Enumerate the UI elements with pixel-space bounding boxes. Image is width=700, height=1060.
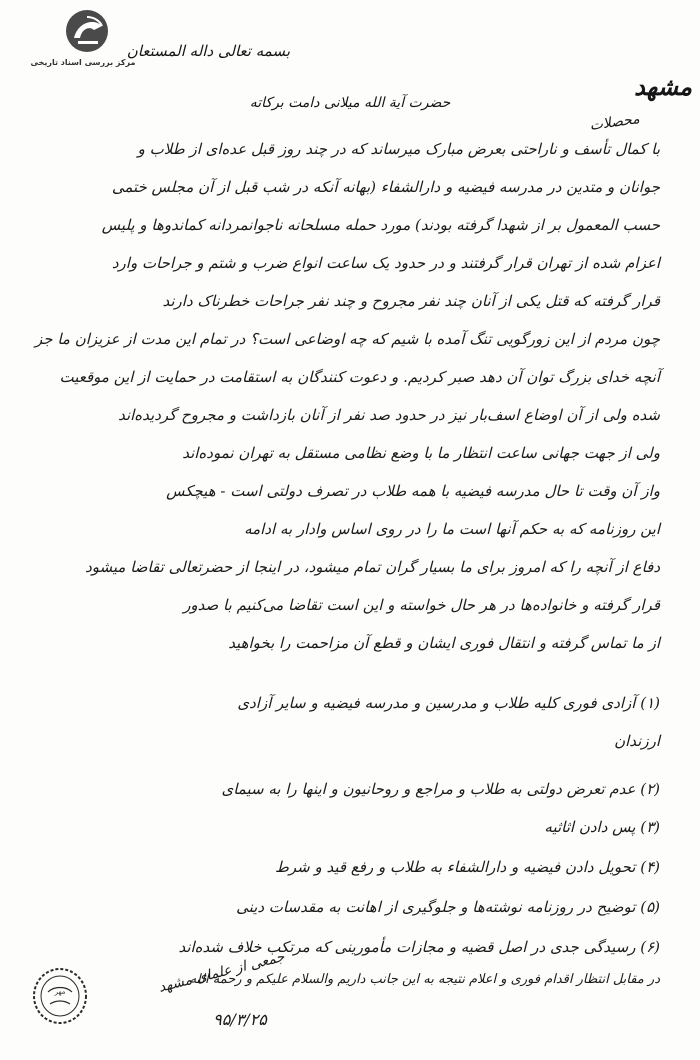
margin-note: محصلات <box>588 111 641 134</box>
demand-item: (۱) آزادی فوری کلیه طلاب و مدرسین و مدرسه فیضیه و سایر آزادی <box>237 694 660 712</box>
archive-logo-text: مرکز بررسی اسناد تاریخی <box>30 58 136 67</box>
letter-line: آنچه خدای بزرگ توان آن دهد صبر کردیم. و دعوت کنندگان به استقامت در حمایت از این موقعیت <box>59 368 660 386</box>
letter-line: اعزام شده از تهران قرار گرفتند و در حدود یک ساعت انواع ضرب و شتم و جراحات وارد <box>111 254 660 272</box>
letter-line: از ما تماس گرفته و انتقال فوری ایشان و قطع آن مزاحمت را بخواهید <box>228 634 660 652</box>
letter-date: ۹۵/۳/۲۵ <box>213 1010 267 1029</box>
letter-line: چون مردم از این زورگویی تنگ آمده با شیم که چه اوضاعی است؟ در تمام این مدت از عزیزان ما جز <box>35 330 660 348</box>
city-heading: مشهد <box>634 72 692 101</box>
letter-line: این روزنامه که به حکم آنها است ما را در روی اساس وادار به ادامه <box>244 520 660 538</box>
seal-stamp-text: مهر <box>54 988 66 996</box>
demand-item: (۶) رسیدگی جدی در اصل قضیه و مجازات مأمورینی که مرتکب خلاف شده‌اند <box>178 938 660 956</box>
letter-line: حسب المعمول بر از شهدا گرفته بودند) مورد حمله مسلحانه ناجوانمردانه کماندوها و پلیس <box>101 216 660 234</box>
signature: جمعی از علمای مشهد <box>156 948 287 996</box>
letter-line: قرار گرفته و خانواده‌ها در هر حال خواسته و این است تقاضا می‌کنیم با صدور <box>183 596 660 614</box>
letter-line: با کمال تأسف و ناراحتی بعرض مبارک میرساند که در چند روز قبل عده‌ای از طلاب و <box>137 140 660 158</box>
archive-logo <box>28 8 138 74</box>
letter-line: ولی از جهت جهانی ساعت انتظار ما با وضع نظامی مستقل به تهران نموده‌اند <box>182 444 660 462</box>
archive-logo-icon <box>64 8 110 54</box>
closing-line: در مقابل انتظار اقدام فوری و اعلام نتیجه به این جانب داریم والسلام علیکم و رحمة الله <box>189 972 660 987</box>
addressee-line: حضرت آیة الله میلانی دامت برکاته <box>249 95 451 111</box>
demand-item: (۳) پس دادن اثاثیه <box>544 818 660 836</box>
seal-stamp <box>30 966 90 1026</box>
seal-stamp-icon <box>30 966 90 1026</box>
demand-item-continued: ارزندان <box>614 732 660 750</box>
letter-line: شده ولی از آن اوضاع اسف‌بار نیز در حدود صد نفر از آنان بازداشت و مجروح گردیده‌اند <box>118 406 660 424</box>
demand-item: (۴) تحویل دادن فیضیه و دارالشفاء به طلاب و رفع قید و شرط <box>274 858 660 876</box>
invocation-heading: بسمه تعالی داله المستعان <box>126 42 290 60</box>
letter-line: دفاع از آنچه را که امروز برای ما بسیار گران تمام میشود، در اینجا از حضرتعالی تقاضا میشود <box>85 558 660 576</box>
demand-item: (۲) عدم تعرض دولتی به طلاب و مراجع و روحانیون و اینها را به سیمای <box>221 780 660 798</box>
letter-line: جوانان و متدین در مدرسه فیضیه و دارالشفاء (بهانه آنکه در شب قبل از آن مجلس ختمی <box>111 178 660 196</box>
demand-item: (۵) توضیح در روزنامه نوشته‌ها و جلوگیری از اهانت به مقدسات دینی <box>236 898 660 916</box>
letter-line: قرار گرفته که قتل یکی از آنان چند نفر مجروح و چند نفر جراحات خطرناک دارند <box>162 292 660 310</box>
letter-line: واز آن وقت تا حال مدرسه فیضیه با همه طلاب در تصرف دولتی است - هیچکس <box>166 482 660 500</box>
